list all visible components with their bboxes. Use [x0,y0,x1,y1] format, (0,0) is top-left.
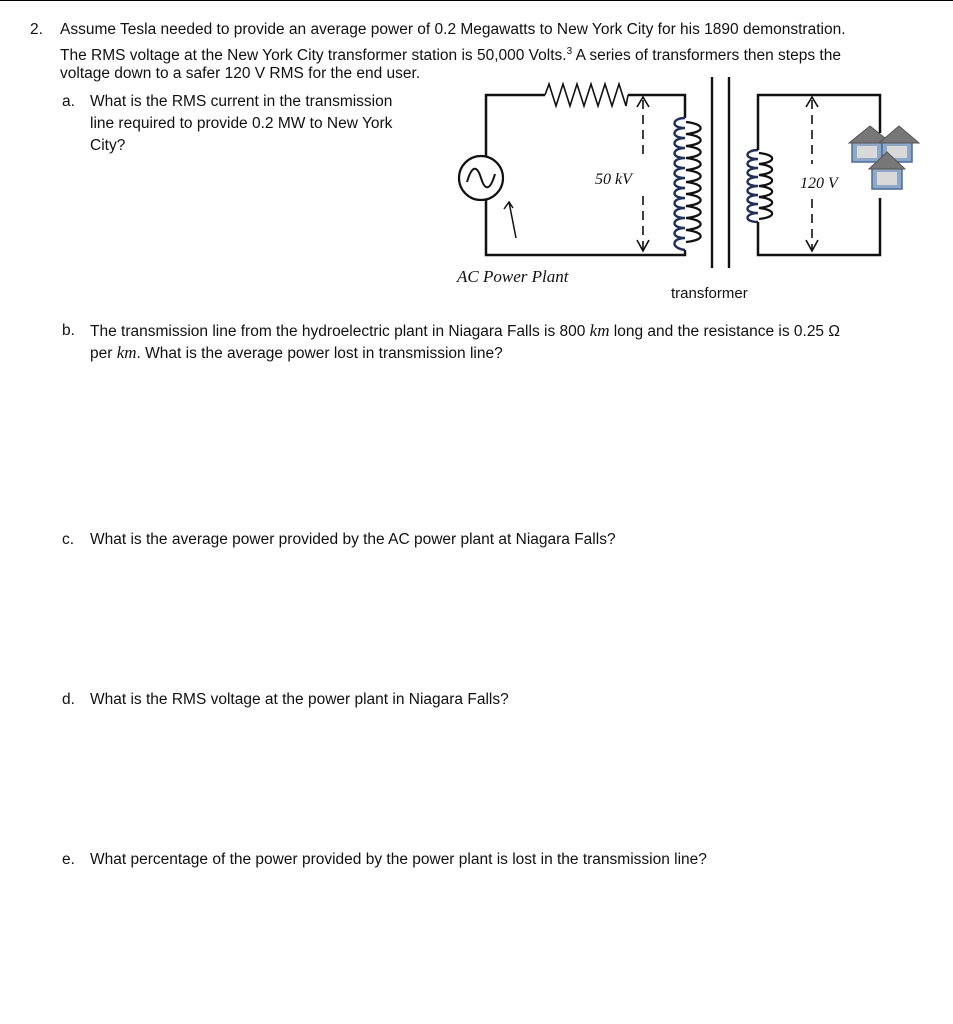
part-c-marker: c. [62,531,75,548]
ac-source-icon [459,156,503,200]
pointer-arrow-icon [504,202,516,238]
label-120v: 120 V [800,175,838,192]
footnote-ref: 3 [566,46,573,57]
part-b-line-1: The transmission line from the hydroelectric plant in Niagara Falls is 800 km long and the resistance is 0.25 Ω [90,321,840,340]
part-a-marker: a. [62,93,75,110]
label-50kv: 50 kV [595,171,632,188]
question-intro-line-2: The RMS voltage at the New York City transformer station is 50,000 Volts.$^3$ A series of transformers then steps the [60,46,841,65]
part-c-text: What is the average power provided by the AC power plant at Niagara Falls? [90,531,616,548]
label-ac-power-plant: AC Power Plant [457,267,569,286]
transformer-primary-coil [674,118,700,250]
transformer-secondary-coil [747,150,772,222]
voltage-arrow-120v [806,97,818,251]
transformer-core [712,77,729,268]
part-d-marker: d. [62,691,75,708]
part-a-line-3: City? [90,137,126,154]
voltage-arrow-50kv [637,97,649,251]
primary-circuit-wires [486,95,685,255]
question-intro-line-1: Assume Tesla needed to provide an average power of 0.2 Megawatts to New York City for his 1890 demonstration. [60,21,846,38]
part-b-line-2: per km. What is the average power lost in transmission line? [90,343,503,362]
part-d-text: What is the RMS voltage at the power plant in Niagara Falls? [90,691,509,708]
question-intro-line-3: voltage down to a safer 120 V RMS for the end user. [60,65,421,82]
resistor-transmission-line [545,84,628,106]
part-e-text: What percentage of the power provided by the power plant is lost in the transmission line? [90,851,707,868]
part-b-marker: b. [62,322,75,339]
part-a-line-2: line required to provide 0.2 MW to New York [90,115,393,132]
part-e-marker: e. [62,851,75,868]
question-number: 2. [30,21,43,38]
label-transformer: transformer [671,285,748,302]
part-a-line-1: What is the RMS current in the transmission [90,93,393,110]
circuit-diagram [0,0,953,320]
